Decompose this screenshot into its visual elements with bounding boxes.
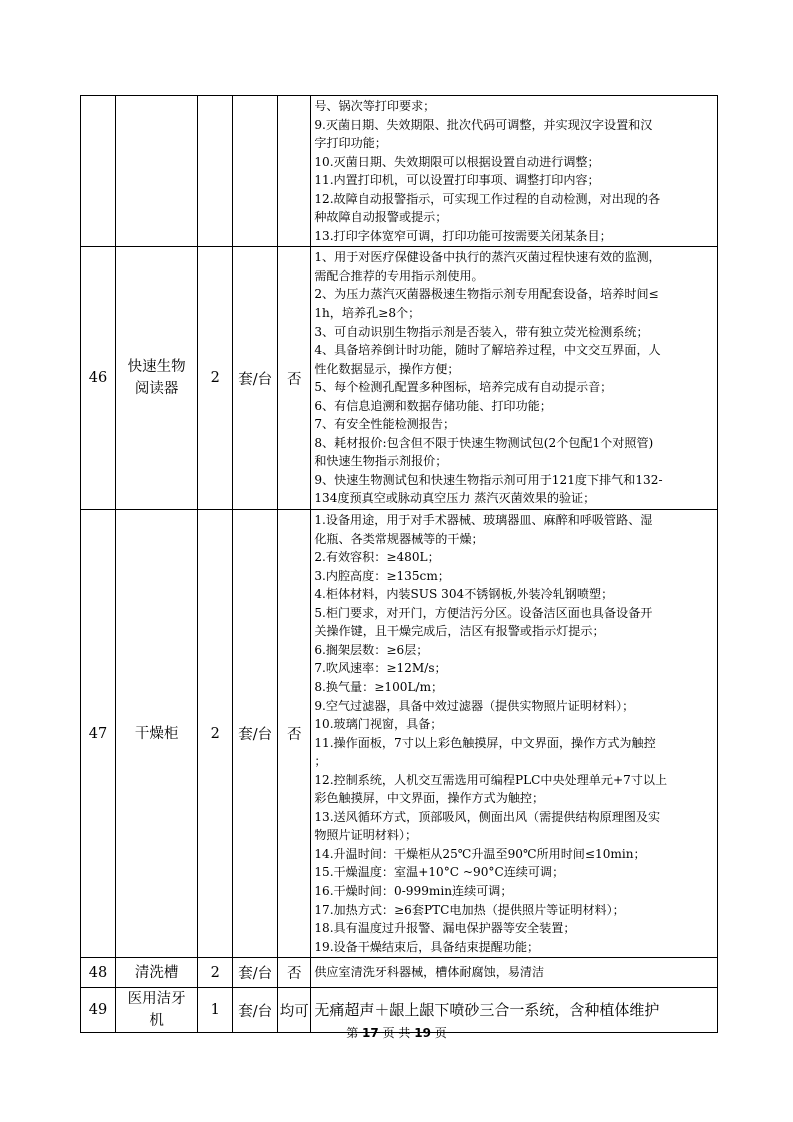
requirement-line: 9、快速生物测试包和快速生物指示剂可用于121度下排气和132- <box>314 472 663 487</box>
requirement-line: 4.柜体材料，内装SUS 304不锈钢板,外装冷轧钢喷塑； <box>314 587 614 602</box>
requirement-line: 2、为压力蒸汽灭菌器极速生物指示剂专用配套设备，培养时间≤ <box>314 287 659 302</box>
item-name-cell: 清洗槽 <box>116 958 198 988</box>
requirement-line: 号、锅次等打印要求； <box>314 99 436 113</box>
requirement-line: 2.有效容积：≥480L； <box>314 550 440 565</box>
requirement-line: 7.吹风速率：≥12M/s； <box>314 661 447 676</box>
table-row <box>81 247 718 510</box>
requirement-line: 9.灭菌日期、失效期限、批次代码可调整，并实现汉字设置和汉 <box>314 117 653 132</box>
imported-cell: 否 <box>278 247 311 510</box>
requirement-line: 3、可自动识别生物指示剂是否装入，带有独立荧光检测系统； <box>314 324 649 339</box>
requirements-cell <box>311 247 718 510</box>
quantity-cell: 2 <box>198 510 233 958</box>
requirement-line: 5、每个检测孔配置多种图标，培养完成有自动提示音； <box>314 380 613 395</box>
requirement-line: 11.操作面板，7寸以上彩色触摸屏，中文界面，操作方式为触控 <box>314 735 656 750</box>
item-number-cell: 47 <box>81 510 116 958</box>
requirement-line: 10.玻璃门视窗，具备； <box>314 717 443 732</box>
requirement-line: 无痛超声＋龈上龈下喷砂三合一系统，含种植体维护 <box>314 1001 660 1020</box>
imported-cell <box>278 96 311 247</box>
item-name-cell: 快速生物 阅读器 <box>116 247 198 510</box>
requirement-line: 6、有信息追溯和数据存储功能、打印功能； <box>314 398 552 413</box>
requirement-line: 18.具有温度过升报警、漏电保护器等安全装置； <box>314 921 576 936</box>
requirement-line: 11.内置打印机，可以设置打印事项、调整打印内容； <box>314 173 600 188</box>
item-number-cell: 49 <box>81 988 116 1033</box>
requirement-line: 需配合推荐的专用指示剂使用。 <box>314 268 484 283</box>
unit-cell: 套/台 <box>233 988 278 1033</box>
imported-cell: 否 <box>278 510 311 958</box>
current-page-number: 17 <box>362 1026 379 1040</box>
requirement-line: 6.搁架层数：≥6层； <box>314 642 429 657</box>
requirements-cell <box>311 510 718 958</box>
requirement-line: 和快速生物指示剂报价； <box>314 454 448 469</box>
table-row <box>81 96 718 247</box>
requirement-line: 1.设备用途，用于对手术器械、玻璃器皿、麻醉和呼吸管路、湿 <box>314 513 653 528</box>
requirement-line: 12.控制系统，人机交互需选用可编程PLC中央处理单元+7寸以上 <box>314 772 668 787</box>
requirement-line: 17.加热方式：≥6套PTC电加热（提供照片等证明材料）； <box>314 902 625 917</box>
requirement-line: 13.打印字体宽窄可调，打印功能可按需要关闭某条目； <box>314 228 612 243</box>
requirements-cell <box>311 958 718 988</box>
requirement-line: 5.柜门要求，对开门，方便洁污分区。设备洁区面也具备设备开 <box>314 605 653 620</box>
requirements-cell <box>311 96 718 247</box>
requirement-line: 8.换气量：≥100L/m； <box>314 679 444 694</box>
imported-cell: 均可 <box>278 988 311 1033</box>
requirement-line: 1h，培养孔≥8个； <box>314 306 421 321</box>
unit-cell: 套/台 <box>233 958 278 988</box>
footer-middle: 页 共 <box>382 1026 411 1040</box>
requirement-line: 关操作键，且干燥完成后，洁区有报警或指示灯提示； <box>314 624 605 639</box>
quantity-cell: 1 <box>198 988 233 1033</box>
requirement-line: 1、用于对医疗保健设备中执行的蒸汽灭菌过程快速有效的监测， <box>314 250 661 265</box>
footer-suffix: 页 <box>434 1026 447 1040</box>
unit-cell <box>233 96 278 247</box>
requirement-line: 7、有安全性能检测报告； <box>314 417 456 432</box>
item-name-cell <box>116 96 198 247</box>
item-name-cell: 医用洁牙 机 <box>116 988 198 1033</box>
table-body <box>81 96 718 1033</box>
footer-prefix: 第 <box>346 1026 359 1040</box>
unit-cell: 套/台 <box>233 247 278 510</box>
total-page-number: 19 <box>414 1026 431 1040</box>
requirement-line: 134度预真空或脉动真空压力 蒸汽灭菌效果的验证； <box>314 491 596 506</box>
requirement-line: 8、耗材报价:包含但不限于快速生物测试包(2个包配1个对照管) <box>314 435 654 450</box>
item-number-cell: 46 <box>81 247 116 510</box>
imported-cell: 否 <box>278 958 311 988</box>
requirement-line: 字打印功能； <box>314 136 387 151</box>
equipment-spec-table <box>80 95 718 1033</box>
requirement-line: 彩色触摸屏，中文界面，操作方式为触控； <box>314 791 545 806</box>
requirement-line: 12.故障自动报警指示，可实现工作过程的自动检测，对出现的各 <box>314 191 661 206</box>
table-row <box>81 510 718 958</box>
item-name-cell: 干燥柜 <box>116 510 198 958</box>
requirement-line: 化瓶、各类常规器械等的干燥； <box>314 531 484 546</box>
requirement-line: 性化数据显示，操作方便； <box>314 361 460 376</box>
quantity-cell <box>198 96 233 247</box>
requirement-line: 19.设备干燥结束后，具备结束提醒功能； <box>314 939 540 954</box>
requirement-line: ； <box>314 754 327 769</box>
item-number-cell: 48 <box>81 958 116 988</box>
requirement-line: 3.内腔高度：≥135cm； <box>314 568 450 583</box>
page-footer <box>0 1024 793 1041</box>
requirement-line: 种故障自动报警或提示； <box>314 210 448 225</box>
requirement-line: 4、具备培养倒计时功能，随时了解培养过程，中文交互界面，人 <box>314 343 661 358</box>
requirement-line: 9.空气过滤器，具备中效过滤器（提供实物照片证明材料）； <box>314 698 635 713</box>
requirement-line: 14.升温时间：干燥柜从25℃升温至90℃所用时间≤10min； <box>314 846 646 861</box>
requirement-line: 10.灭菌日期、失效期限可以根据设置自动进行调整； <box>314 154 600 169</box>
requirement-line: 物照片证明材料）； <box>314 828 418 843</box>
requirement-line: 15.干燥温度：室温+10°C ~90°C连续可调； <box>314 865 565 880</box>
item-number-cell <box>81 96 116 247</box>
requirement-line: 供应室清洗牙科器械，槽体耐腐蚀，易清洁 <box>314 965 545 980</box>
quantity-cell: 2 <box>198 958 233 988</box>
requirement-line: 16.干燥时间：0-999min连续可调； <box>314 883 513 898</box>
table-row <box>81 958 718 988</box>
quantity-cell: 2 <box>198 247 233 510</box>
unit-cell: 套/台 <box>233 510 278 958</box>
requirement-line: 13.送风循环方式，顶部吸风，侧面出风（需提供结构原理图及实 <box>314 809 661 824</box>
